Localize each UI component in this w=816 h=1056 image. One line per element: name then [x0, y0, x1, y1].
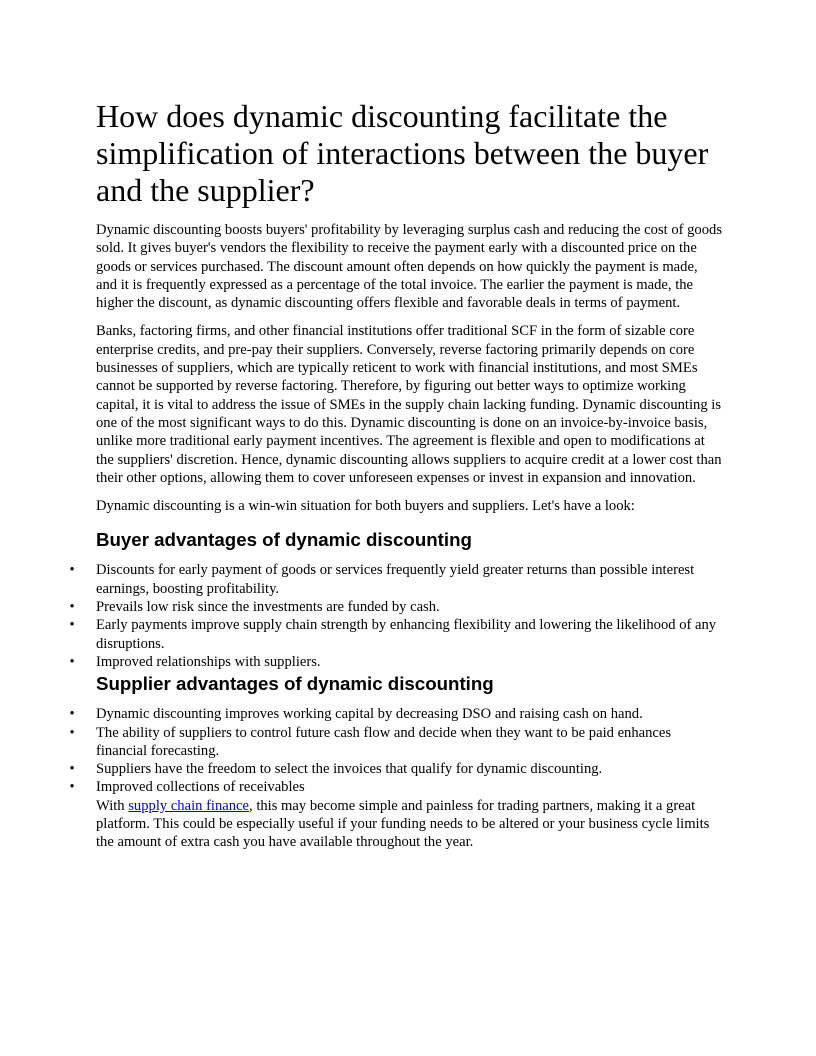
- list-item: [69, 561, 722, 598]
- list-item-text: Improved collections of receivables: [96, 779, 305, 796]
- list-item-text: Prevails low risk since the investments are funded by cash.: [96, 599, 440, 616]
- list-item: [69, 705, 722, 723]
- list-item-text: Suppliers have the freedom to select the invoices that qualify for dynamic discounting.: [96, 761, 603, 778]
- supply-chain-finance-link[interactable]: supply chain finance: [128, 797, 250, 814]
- bullet-icon: •: [69, 706, 75, 723]
- bullet-icon: •: [69, 761, 75, 778]
- bullet-icon: •: [69, 653, 75, 670]
- win-win-paragraph: Dynamic discounting is a win-win situation for both buyers and suppliers. Let's have a look:: [96, 498, 635, 515]
- bullet-icon: •: [69, 779, 75, 796]
- scf-paragraph: Banks, factoring firms, and other financial institutions offer traditional SCF in the form of sizable core enterprise credits, and pre-pay their suppliers. Conversely, reverse factoring primarily depends on core businesses of suppliers, which are typically reticent to work with financial institutions, and most SMEs cannot be supported by reverse factoring. Therefore, by figuring out better ways to optimize working capital, it is vital to address the issue of SMEs in the supply chain lacking funding. Dynamic discounting is one of the most significant ways to do this. Dynamic discounting is done on an invoice-by-invoice basis, unlike more traditional early payment incentives. The agreement is flexible and open to modifications at the suppliers' discretion. Hence, dynamic discounting allows suppliers to acquire credit at a lower cost than their other options, allowing them to cover unforeseen expenses or invest in expansion and innovation.: [96, 323, 722, 486]
- list-item: [69, 653, 722, 671]
- closing-paragraph: [96, 797, 722, 852]
- buyer-advantages-heading: Buyer advantages of dynamic discounting: [96, 529, 472, 551]
- bullet-icon: •: [69, 599, 75, 616]
- closing-text-start: With: [96, 797, 129, 814]
- list-item-text: Dynamic discounting improves working capital by decreasing DSO and raising cash on hand.: [96, 706, 643, 723]
- bullet-icon: •: [69, 724, 75, 741]
- closing-text-end: , this may become simple and painless for trading partners, making it a great platform. This could be especially useful if your funding needs to be altered or your business cycle limits the amount of extra cash you have available throughout the year.: [96, 797, 710, 851]
- bullet-icon: •: [69, 562, 75, 579]
- intro-paragraph: Dynamic discounting boosts buyers' profitability by leveraging surplus cash and reducing the cost of goods sold. It gives buyer's vendors the flexibility to receive the payment early with a discounted price on the goods or services purchased. The discount amount often depends on how quickly the payment is made, and it is frequently expressed as a percentage of the total invoice. The earlier the payment is made, the higher the discount, as dynamic discounting offers flexible and favorable deals in terms of payment.: [96, 222, 722, 312]
- list-item-text: Discounts for early payment of goods or services frequently yield greater returns than possible interest earnings, boosting profitability.: [96, 562, 695, 597]
- supplier-advantages-heading: Supplier advantages of dynamic discounting: [96, 673, 494, 695]
- buyer-advantages-list: [69, 561, 722, 671]
- list-item-text: Early payments improve supply chain strength by enhancing flexibility and lowering the likelihood of any disruptions.: [96, 617, 717, 652]
- list-item: [69, 598, 722, 616]
- list-item: [69, 724, 722, 761]
- bullet-icon: •: [69, 617, 75, 634]
- supplier-advantages-list: [69, 705, 722, 796]
- page-title: How does dynamic discounting facilitate the simplification of interactions between the buyer and the supplier?: [96, 98, 709, 208]
- document-page: [69, 98, 722, 862]
- list-item: [69, 616, 722, 653]
- list-item: [69, 760, 722, 778]
- list-item-text: Improved relationships with suppliers.: [96, 653, 321, 670]
- list-item: [69, 778, 722, 796]
- list-item-text: The ability of suppliers to control future cash flow and decide when they want to be paid enhances financial forecasting.: [96, 724, 672, 759]
